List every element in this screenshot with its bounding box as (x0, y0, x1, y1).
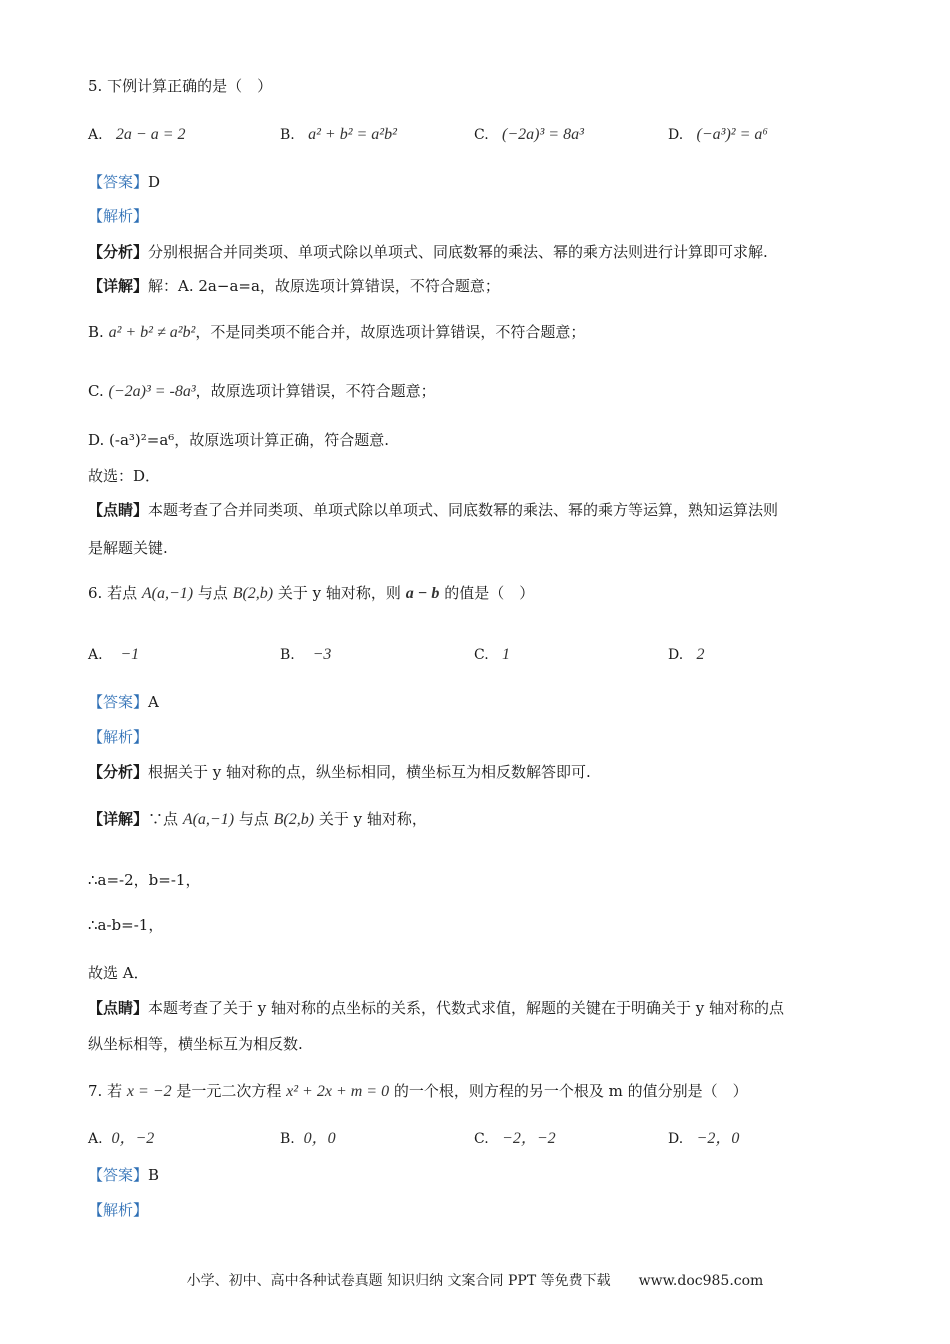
q6-detail: 【详解】∵点 A(a,−1) 与点 B(2,b) 关于 y 轴对称， (88, 810, 427, 828)
q7-stem: 7. 若 x = −2 是一元二次方程 x² + 2x + m = 0 的一个根，则方程的另一个根及 m 的值分别是（ ） (88, 1082, 748, 1100)
q6-choice: 故选 A． (88, 964, 149, 982)
q6-answer: 【答案】A (88, 693, 159, 711)
q5-choice: 故选：D． (88, 467, 161, 485)
q6-fenxi: 【分析】根据关于 y 轴对称的点，纵坐标相同，横坐标互为相反数解答即可. (88, 763, 591, 781)
q6-analysis-tag: 【解析】 (88, 728, 149, 746)
q5-stem: 5. 下例计算正确的是（ ） (88, 77, 273, 95)
q7-option-a: A. 0，−2 (88, 1130, 155, 1147)
q5-option-a: A. 2a − a = 2 (88, 126, 186, 143)
q7-option-b: B. 0，0 (280, 1130, 336, 1147)
q6-option-d: D. 2 (668, 646, 705, 663)
q5-detail-b: B. a² + b² ≠ a²b²，不是同类项不能合并，故原选项计算错误，不符合题意； (88, 323, 586, 341)
q5-option-c: C. (−2a)³ = 8a³ (474, 126, 584, 143)
q6-comment-1: 【点睛】本题考查了关于 y 轴对称的点坐标的关系，代数式求值，解题的关键在于明确关于 y 轴对称的点 (88, 999, 785, 1017)
q5-comment-2: 是解题关键. (88, 539, 168, 557)
q6-option-c: C. 1 (474, 646, 511, 663)
q6-comment-2: 纵坐标相等，横坐标互为相反数. (88, 1035, 303, 1053)
q5-detail-d: D. (-a³)²=a⁶，故原选项计算正确，符合题意. (88, 431, 390, 449)
q5-fenxi: 【分析】分别根据合并同类项、单项式除以单项式、同底数幂的乘法、幂的乘方法则进行计算即可求解. (88, 243, 768, 261)
q7-analysis-tag: 【解析】 (88, 1201, 149, 1219)
q7-answer: 【答案】B (88, 1166, 160, 1184)
q5-answer: 【答案】D (88, 173, 161, 191)
q5-analysis-tag: 【解析】 (88, 207, 149, 225)
q6-stem: 6. 若点 A(a,−1) 与点 B(2,b) 关于 y 轴对称，则 a − b 的值是（ ） (88, 584, 535, 602)
q5-option-b: B. a² + b² = a²b² (280, 126, 397, 143)
q5-detail-a: 【详解】解：A. 2a−a=a，故原选项计算错误，不符合题意； (88, 277, 500, 295)
q6-option-a: A. −1 (88, 646, 140, 663)
q6-step-1: ∴a=-2，b=-1， (88, 871, 201, 889)
q7-option-c: C. −2，−2 (474, 1130, 556, 1147)
q6-option-b: B. −3 (280, 646, 332, 663)
q5-detail-c: C. (−2a)³ = -8a³，故原选项计算错误，不符合题意； (88, 382, 436, 400)
q6-step-2: ∴a-b=-1， (88, 916, 164, 934)
q5-comment-1: 【点睛】本题考查了合并同类项、单项式除以单项式、同底数幂的乘法、幂的乘方等运算，熟知运算法则 (88, 501, 779, 519)
q7-option-d: D. −2，0 (668, 1130, 740, 1147)
q5-option-d: D. (−a³)² = a⁶ (668, 126, 768, 143)
page-footer: 小学、初中、高中各种试卷真题 知识归纳 文案合同 PPT 等免费下载 www.doc985.com (186, 1273, 764, 1289)
